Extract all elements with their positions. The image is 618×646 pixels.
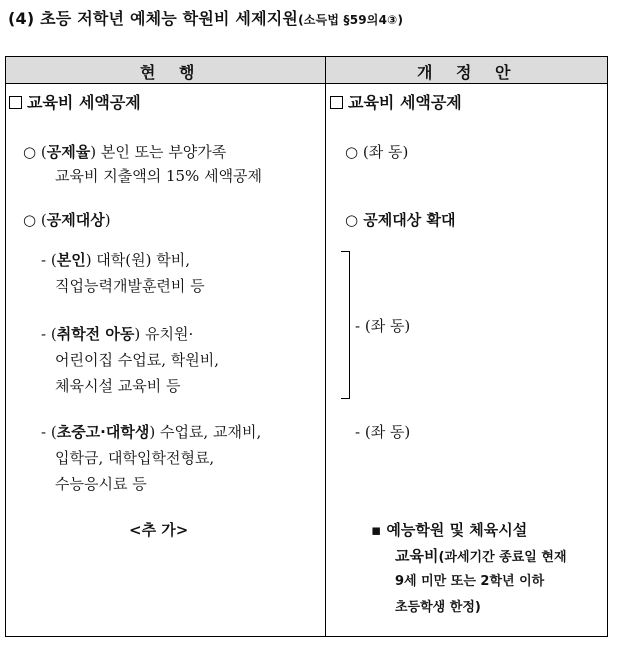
- proposed-same-b: - (좌 동): [355, 423, 411, 441]
- current-rate: ○ (공제율) 본인 또는 부양가족: [23, 143, 227, 161]
- bullet-icon: ▪: [371, 521, 387, 539]
- current-self: - (본인) 대학(원) 학비,: [41, 251, 190, 269]
- proposed-new-detail-1: 교육비(과세기간 종료일 현재: [395, 547, 567, 565]
- left-border: [5, 57, 6, 636]
- comparison-table: [5, 56, 608, 637]
- current-school: - (초중고·대학생) 수업료, 교재비,: [41, 423, 262, 441]
- current-school-detail-1: 입학금, 대학입학전형료,: [55, 449, 215, 467]
- proposed-same-a: - (좌 동): [355, 317, 411, 335]
- right-border: [607, 57, 608, 636]
- proposed-new-detail-3: 초등학생 한정): [395, 600, 481, 615]
- current-section-title: 교육비 세액공제: [9, 92, 141, 114]
- current-preschool-detail-1: 어린이집 수업료, 학원비,: [55, 351, 219, 369]
- page-title: (4) 초등 저학년 예체능 학원비 세제지원(소득법 §59의4③): [8, 9, 404, 28]
- current-preschool: - (취학전 아동) 유치원·: [41, 325, 194, 343]
- header-proposed: 개 정 안: [417, 63, 520, 82]
- proposed-target-expand: ○ 공제대상 확대: [345, 211, 456, 229]
- column-divider: [325, 57, 326, 636]
- checkbox-icon: [9, 96, 22, 109]
- header-current: 현 행: [140, 63, 204, 82]
- proposed-new-item: ▪ 예능학원 및 체육시설: [371, 521, 528, 539]
- current-target: ○ (공제대상): [23, 211, 111, 229]
- checkbox-icon: [330, 96, 343, 109]
- current-preschool-detail-2: 체육시설 교육비 등: [55, 377, 181, 395]
- proposed-section-title: 교육비 세액공제: [330, 92, 462, 114]
- law-reference: (소득법 §59의4③): [298, 13, 404, 27]
- grouping-bracket: [341, 251, 350, 399]
- current-rate-detail: 교육비 지출액의 15% 세액공제: [55, 167, 263, 185]
- current-school-detail-2: 수능응시료 등: [55, 475, 147, 493]
- current-added-marker: <추 가>: [129, 521, 189, 539]
- current-self-detail: 직업능력개발훈련비 등: [55, 277, 205, 295]
- proposed-new-detail-2: 9세 미만 또는 2학년 이하: [395, 574, 545, 589]
- proposed-rate-same: ○ (좌 동): [345, 143, 409, 161]
- table-header: [5, 57, 608, 84]
